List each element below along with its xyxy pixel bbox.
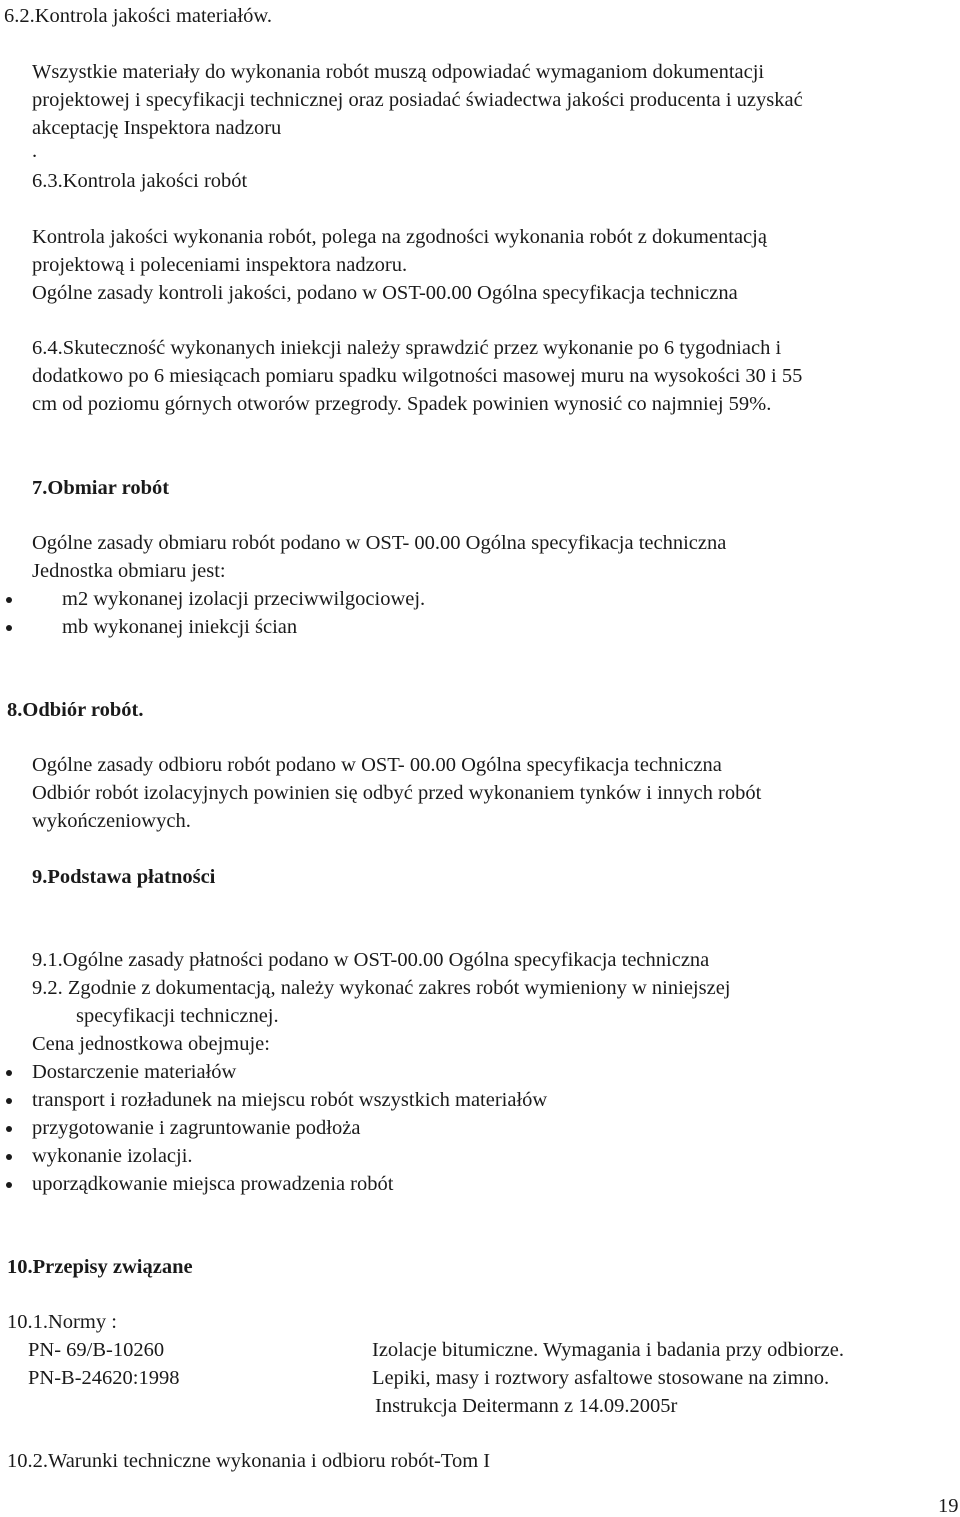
- page-number: 19: [938, 1495, 959, 1517]
- bullet-icon: [6, 1182, 12, 1188]
- paragraph-line: Wszystkie materiały do wykonania robót muszą odpowiadać wymaganiom dokumentacji: [32, 61, 765, 83]
- paragraph-line: akceptację Inspektora nadzoru: [32, 117, 282, 139]
- paragraph-line: Jednostka obmiaru jest:: [32, 560, 226, 582]
- section-6-3-heading: 6.3.Kontrola jakości robót: [32, 170, 248, 192]
- norm-code: PN-B-24620:1998: [28, 1367, 180, 1389]
- paragraph-line: Ogólne zasady odbioru robót podano w OST- 00.00 Ogólna specyfikacja techniczna: [32, 754, 722, 776]
- bullet-icon: [6, 1070, 12, 1076]
- paragraph-line: projektową i poleceniami inspektora nadzoru.: [32, 254, 408, 276]
- bullet-icon: [6, 597, 12, 603]
- paragraph-line: projektowej i specyfikacji technicznej oraz posiadać świadectwa jakości producenta i uzyskać: [32, 89, 803, 111]
- list-item: wykonanie izolacji.: [32, 1145, 193, 1167]
- paragraph-line: specyfikacji technicznej.: [76, 1005, 279, 1027]
- norm-title: Izolacje bitumiczne. Wymagania i badania przy odbiorze.: [372, 1339, 844, 1361]
- paragraph-line: cm od poziomu górnych otworów przegrody. Spadek powinien wynosić co najmniej 59%.: [32, 393, 772, 415]
- paragraph-line: Ogólne zasady obmiaru robót podano w OST- 00.00 Ogólna specyfikacja techniczna: [32, 532, 727, 554]
- paragraph-line: Odbiór robót izolacyjnych powinien się odbyć przed wykonaniem tynków i innych robót: [32, 782, 762, 804]
- paragraph-line: Kontrola jakości wykonania robót, polega na zgodności wykonania robót z dokumentacją: [32, 226, 767, 248]
- paragraph-line: .: [32, 140, 38, 162]
- section-6-2-heading: 6.2.Kontrola jakości materiałów.: [4, 5, 272, 27]
- section-9-heading: 9.Podstawa płatności: [32, 866, 216, 888]
- list-item: uporządkowanie miejsca prowadzenia robót: [32, 1173, 394, 1195]
- subsection-10-2-heading: 10.2.Warunki techniczne wykonania i odbioru robót-Tom I: [7, 1450, 491, 1472]
- paragraph-line: 6.4.Skuteczność wykonanych iniekcji należy sprawdzić przez wykonanie po 6 tygodniach i: [32, 337, 782, 359]
- list-item: m2 wykonanej izolacji przeciwwilgociowej.: [62, 588, 426, 610]
- norm-title: Lepiki, masy i roztwory asfaltowe stosowane na zimno.: [372, 1367, 830, 1389]
- section-8-heading: 8.Odbiór robót.: [7, 699, 144, 721]
- paragraph-line: 9.2. Zgodnie z dokumentacją, należy wykonać zakres robót wymieniony w niniejszej: [32, 977, 731, 999]
- norm-code: PN- 69/B-10260: [28, 1339, 165, 1361]
- norm-extra: Instrukcja Deitermann z 14.09.2005r: [375, 1395, 678, 1417]
- bullet-icon: [6, 1154, 12, 1160]
- paragraph-line: wykończeniowych.: [32, 810, 191, 832]
- paragraph-line: dodatkowo po 6 miesiącach pomiaru spadku wilgotności masowej muru na wysokości 30 i 55: [32, 365, 803, 387]
- list-item: Dostarczenie materiałów: [32, 1061, 237, 1083]
- list-item: transport i rozładunek na miejscu robót wszystkich materiałów: [32, 1089, 548, 1111]
- paragraph-line: Cena jednostkowa obejmuje:: [32, 1033, 270, 1055]
- section-10-heading: 10.Przepisy związane: [7, 1256, 193, 1278]
- list-item: mb wykonanej iniekcji ścian: [62, 616, 298, 638]
- bullet-icon: [6, 1098, 12, 1104]
- list-item: przygotowanie i zagruntowanie podłoża: [32, 1117, 361, 1139]
- bullet-icon: [6, 1126, 12, 1132]
- bullet-icon: [6, 625, 12, 631]
- paragraph-line: Ogólne zasady kontroli jakości, podano w OST-00.00 Ogólna specyfikacja techniczna: [32, 282, 738, 304]
- section-7-heading: 7.Obmiar robót: [32, 477, 170, 499]
- subsection-10-1-heading: 10.1.Normy :: [7, 1311, 117, 1333]
- paragraph-line: 9.1.Ogólne zasady płatności podano w OST-00.00 Ogólna specyfikacja techniczna: [32, 949, 710, 971]
